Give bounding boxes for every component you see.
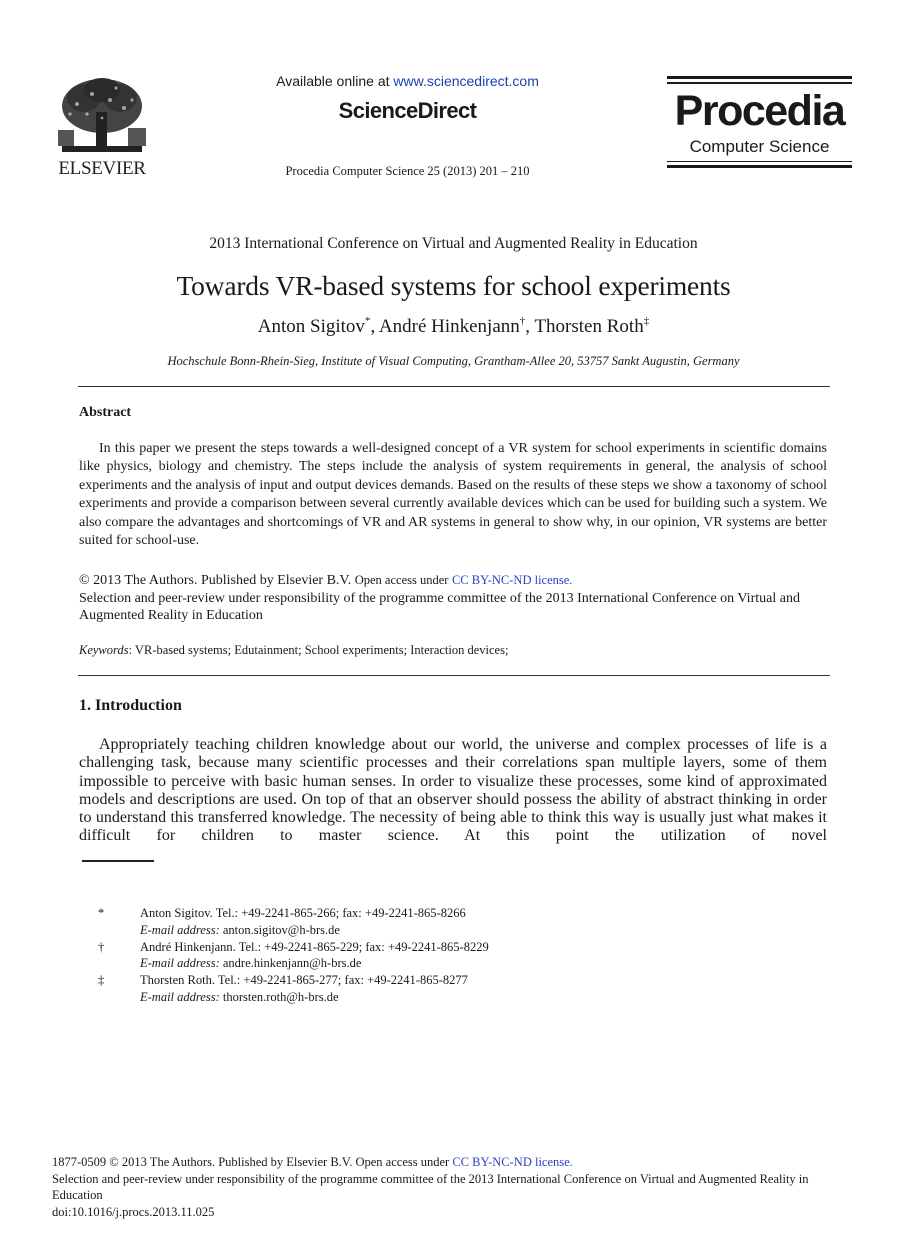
procedia-rule-bottom <box>667 165 852 168</box>
footer-review: Selection and peer-review under responsibility of the programme committee of the 2013 International Conference on Virtual and Augmented Reality in Education <box>52 1171 809 1202</box>
procedia-rule-bottom-thin <box>667 161 852 163</box>
procedia-rule-top-thin <box>667 82 852 84</box>
footnote-contact: Anton Sigitov. Tel.: +49-2241-865-266; fax: +49-2241-865-8266 <box>140 906 466 920</box>
author-mark: † <box>519 315 526 327</box>
publisher-name: ELSEVIER <box>58 158 146 179</box>
procedia-logo <box>667 76 852 171</box>
footer-open-access: Open access under <box>355 1155 450 1169</box>
elsevier-logo <box>52 74 152 179</box>
footnote-mark: † <box>98 939 105 954</box>
abstract-copyright <box>79 572 827 625</box>
author-separator: , <box>525 316 535 337</box>
footnote <box>96 972 796 1006</box>
author-name: André Hinkenjann <box>378 316 520 337</box>
procedia-subtitle: Computer Science <box>689 136 830 156</box>
elsevier-tree-icon <box>52 74 152 158</box>
footnote <box>96 939 796 973</box>
footnote-mark: * <box>98 906 105 920</box>
abstract-heading: Abstract <box>79 405 132 420</box>
section-heading: 1. Introduction <box>79 697 182 714</box>
email-label: E-mail address: <box>140 922 220 937</box>
journal-reference: Procedia Computer Science 25 (2013) 201 – 210 <box>285 164 530 178</box>
email-address: thorsten.roth@h-brs.de <box>222 989 339 1004</box>
footer-license-link[interactable]: CC BY-NC-ND license. <box>452 1155 573 1169</box>
keywords <box>79 643 827 658</box>
abstract-text: In this paper we present the steps towards a well-designed concept of a VR system for school experiments in scientific domains like physics, biology and chemistry. The steps include the analysis of system requirements in general, the analysis of school experiments and the analysis of input and output devices demands. Based on the results of these steps we show a taxonomy of school experiments and provide a comparison between several currently available devices which can be used for building such a system. We also compare the advantages and shortcomings of VR and AR systems in general to show why, in our opinion, VR systems are better suited for school-use. <box>79 441 827 549</box>
available-online <box>230 73 585 89</box>
email-address: anton.sigitov@h-brs.de <box>222 922 340 937</box>
procedia-title: Procedia <box>674 86 845 135</box>
divider-top <box>78 386 830 387</box>
footnote-rule <box>82 860 154 862</box>
author-mark: ‡ <box>643 315 650 327</box>
footnote-contact: André Hinkenjann. Tel.: +49-2241-865-229; fax: +49-2241-865-8229 <box>140 939 489 954</box>
review-statement: Selection and peer-review under responsibility of the programme committee of the 2013 International Conference on Virtual and Augmented Reality in Education <box>79 590 800 623</box>
paper-title: Towards VR-based systems for school experiments <box>176 270 731 301</box>
introduction-text: Appropriately teaching children knowledge about our world, the universe and complex processes of life is a challenging task, because many scientific processes and their correlations span multiple layers, some of them impossible to perceive with basic human senses. In order to visualize these processes, some kind of approximated models and descriptions are used. On top of that an observer should possess the ability of abstract thinking in order to understand this transferred knowledge. The necessity of being able to think this way is usually just what makes it difficult for children to master science. At this point the utilization of novel <box>79 736 827 845</box>
copyright-text: © 2013 The Authors. Published by Elsevier B.V. <box>79 573 352 588</box>
footer-doi: doi:10.1016/j.procs.2013.11.025 <box>52 1204 215 1219</box>
author-name: Anton Sigitov <box>257 316 365 337</box>
conference-name: 2013 International Conference on Virtual and Augmented Reality in Education <box>209 235 698 252</box>
footnote-mark: ‡ <box>98 973 105 988</box>
footnote <box>96 905 796 939</box>
sciencedirect-link[interactable]: www.sciencedirect.com <box>393 73 539 89</box>
author-list <box>60 315 847 338</box>
keywords-label: Keywords <box>79 643 129 657</box>
affiliation: Hochschule Bonn-Rhein-Sieg, Institute of Visual Computing, Grantham-Allee 20, 53757 Sankt Augustin, Germany <box>167 354 740 368</box>
page-footer <box>52 1154 852 1220</box>
footnotes <box>96 905 796 1006</box>
divider-bottom <box>78 675 830 676</box>
open-access-label: Open access under <box>354 573 449 587</box>
footer-copyright: 1877-0509 © 2013 The Authors. Published by Elsevier B.V. <box>52 1155 353 1169</box>
author-separator: , <box>370 316 379 337</box>
email-address: andre.hinkenjann@h-brs.de <box>222 956 362 971</box>
keywords-list: : VR-based systems; Edutainment; School experiments; Interaction devices; <box>128 643 509 657</box>
email-label: E-mail address: <box>140 989 220 1004</box>
sciencedirect-brand: ScienceDirect <box>338 98 477 123</box>
footnote-contact: Thorsten Roth. Tel.: +49-2241-865-277; fax: +49-2241-865-8277 <box>140 973 468 988</box>
email-label: E-mail address: <box>140 956 220 971</box>
license-link[interactable]: CC BY-NC-ND license. <box>451 573 573 587</box>
available-prefix: Available online at <box>276 73 394 89</box>
author-mark: * <box>364 315 371 327</box>
procedia-rule-top <box>667 76 852 79</box>
author-name: Thorsten Roth <box>534 316 644 337</box>
